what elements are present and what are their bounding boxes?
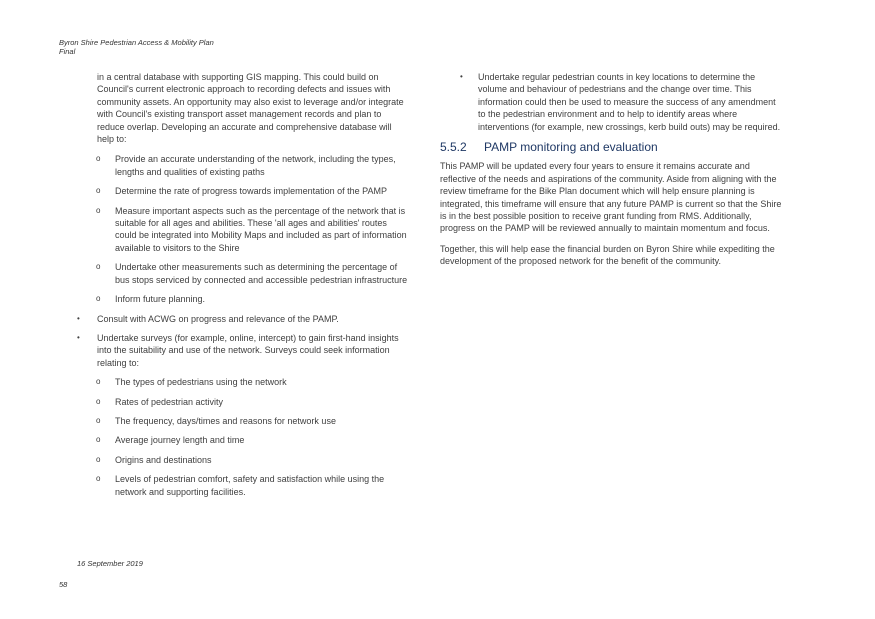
sub-item-text: Measure important aspects such as the percentage of the network that is suitable for all ages and abilities. These 'all ages and abilities' routes could be integrated into Mobility Maps and included as part of information available to visitors to the Shire	[115, 205, 407, 253]
survey-item-text: Rates of pedestrian activity	[115, 396, 224, 407]
section-paragraph: This PAMP will be updated every four years to ensure it remains accurate and reflective of the needs and aspirations of the community. Aside from aligning with the review timeframe for the Bike Plan document which will help ensure planning is integrated, this timeframe will ensure that any future PAMP is current so that the Shire is in the best possible position to receive grant funding from RMS. Additionally, progress on the PAMP will be reviewed annually to maintain momentum and focus.	[440, 161, 782, 234]
sub-list-item	[77, 293, 410, 305]
survey-item-text: Levels of pedestrian comfort, safety and satisfaction while using the network and supporting facilities.	[115, 474, 385, 497]
circle-bullet-icon: o	[96, 435, 101, 445]
circle-bullet-icon: o	[96, 396, 101, 406]
sub-list-item	[77, 153, 410, 178]
right-column	[440, 71, 785, 268]
sub-list-item	[77, 185, 410, 197]
circle-bullet-icon: o	[96, 186, 101, 196]
bullet-icon: •	[77, 313, 80, 323]
footer-date: 16 September 2019	[77, 559, 143, 568]
left-column	[77, 71, 410, 498]
section-title: PAMP monitoring and evaluation	[484, 140, 658, 155]
section-number: 5.5.2	[440, 140, 467, 155]
sub-item-text: Undertake other measurements such as determining the percentage of bus stops serviced by connected and accessible pedestrian infrastructure	[115, 262, 408, 285]
bullet-list-item	[77, 313, 410, 325]
section-heading	[440, 141, 785, 153]
sub-item-text: Determine the rate of progress towards implementation of the PAMP	[115, 186, 387, 197]
survey-list-item	[77, 415, 410, 427]
circle-bullet-icon: o	[96, 154, 101, 164]
document-header	[59, 38, 214, 56]
circle-bullet-icon: o	[96, 377, 101, 387]
circle-bullet-icon: o	[96, 474, 101, 484]
bullet-text: Consult with ACWG on progress and relevance of the PAMP.	[97, 313, 339, 324]
section-paragraph: Together, this will help ease the financial burden on Byron Shire while expediting the development of the proposed network for the benefit of the community.	[440, 243, 775, 267]
bullet-list-item	[77, 332, 410, 369]
circle-bullet-icon: o	[96, 454, 101, 464]
survey-list-item	[77, 454, 410, 466]
circle-bullet-icon: o	[96, 415, 101, 425]
bullet-text: Undertake regular pedestrian counts in key locations to determine the volume and behaviour of pedestrians and the change over time. This information could then be used to measure the success of any amendment to the pedestrian environment and to help to identify areas where interventions (for example, new crossings, kerb build outs) may be required.	[478, 72, 781, 132]
circle-bullet-icon: o	[96, 262, 101, 272]
survey-list-item	[77, 434, 410, 446]
bullet-list-item	[440, 71, 785, 133]
survey-list-item	[77, 376, 410, 388]
circle-bullet-icon: o	[96, 294, 101, 304]
survey-item-text: The frequency, days/times and reasons for network use	[115, 415, 336, 426]
survey-item-text: The types of pedestrians using the network	[115, 377, 287, 388]
header-subtitle: Final	[59, 47, 76, 56]
sub-list-item	[77, 261, 410, 286]
page-number: 58	[59, 580, 68, 589]
survey-list-item	[77, 473, 410, 498]
survey-list-item	[77, 396, 410, 408]
sub-item-text: Provide an accurate understanding of the network, including the types, lengths and qualities of existing paths	[115, 154, 396, 177]
bullet-icon: •	[460, 72, 463, 81]
survey-item-text: Average journey length and time	[115, 435, 245, 446]
bullet-text: Undertake surveys (for example, online, intercept) to gain first-hand insights into the suitability and use of the network. Surveys could seek information relating to:	[97, 332, 399, 368]
circle-bullet-icon: o	[96, 205, 101, 215]
intro-paragraph: in a central database with supporting GIS mapping. This could build on Council's current electronic approach to recording defects and issues with community assets. An opportunity may also exist to leverage and/or integrate with Council's existing transport asset management records and plan to reduce overlap. Developing an accurate and comprehensive database will help to:	[97, 72, 404, 145]
sub-list-item	[77, 205, 410, 255]
survey-item-text: Origins and destinations	[115, 454, 212, 465]
bullet-icon: •	[77, 332, 80, 342]
header-title: Byron Shire Pedestrian Access & Mobility Plan	[59, 38, 214, 47]
sub-item-text: Inform future planning.	[115, 294, 206, 305]
